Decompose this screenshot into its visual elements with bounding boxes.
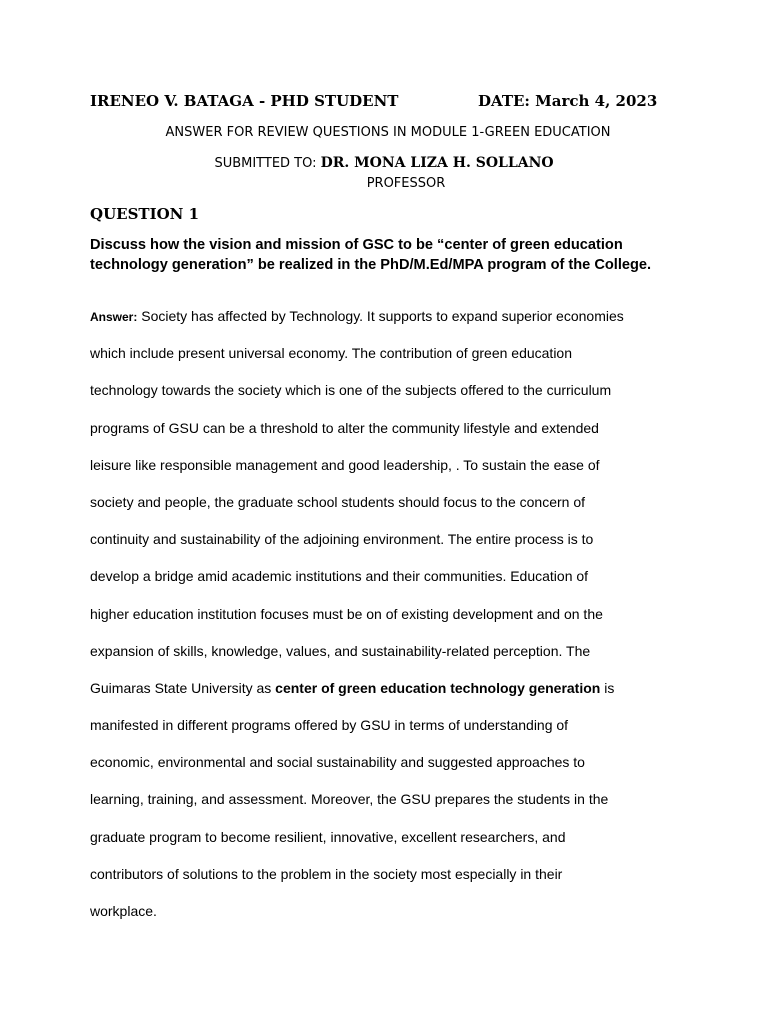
- answer-line: society and people, the graduate school students should focus to the concern of: [90, 493, 585, 510]
- answer-line: workplace.: [90, 903, 157, 919]
- document-subtitle: ANSWER FOR REVIEW QUESTIONS IN MODULE 1-GREEN EDUCATION: [165, 125, 611, 140]
- answer-line: economic, environmental and social sustainability and suggested approaches to: [90, 754, 585, 771]
- answer-line: programs of GSU can be a threshold to alter the community lifestyle and extended: [90, 419, 599, 436]
- answer-line-text: Guimaras State University as: [90, 679, 276, 696]
- question-text: Discuss how the vision and mission of GSC to be “center of green education technology generation” be realized in the PhD/M.Ed/MPA program of the College.: [90, 237, 652, 273]
- answer-line: higher education institution focuses must be on of existing development and on the: [90, 605, 603, 622]
- emphasized-phrase: center of green education technology generation: [275, 679, 601, 696]
- header-row: [90, 92, 658, 116]
- answer-line: which include present universal economy. The contribution of green education: [90, 345, 572, 362]
- answer-line: [90, 304, 690, 341]
- submitted-to-label: SUBMITTED TO:: [214, 156, 321, 171]
- answer-line: leisure like responsible management and good leadership, . To sustain the ease of: [90, 456, 600, 473]
- answer-line: technology towards the society which is one of the subjects offered to the curriculum: [90, 382, 612, 399]
- question-heading: QUESTION 1: [90, 205, 200, 223]
- answer-line: [90, 676, 690, 713]
- answer-line: graduate program to become resilient, innovative, excellent researchers, and: [90, 828, 566, 845]
- answer-body: [90, 304, 690, 936]
- author-name: IRENEO V. BATAGA - PHD STUDENT: [90, 92, 399, 110]
- answer-line-text: is: [600, 679, 615, 696]
- professor-name: DR. MONA LIZA H. SOLLANO: [320, 155, 554, 171]
- answer-label: Answer:: [90, 310, 138, 324]
- answer-line: manifested in different programs offered by GSU in terms of understanding of: [90, 717, 569, 734]
- answer-line: learning, training, and assessment. Moreover, the GSU prepares the students in the: [90, 791, 609, 808]
- answer-line: expansion of skills, knowledge, values, and sustainability-related perception. The: [90, 642, 591, 659]
- answer-line-text: Society has affected by Technology. It supports to expand superior economies: [137, 308, 624, 324]
- answer-line: contributors of solutions to the problem in the society most especially in their: [90, 865, 563, 882]
- answer-line: develop a bridge amid academic institutions and their communities. Education of: [90, 568, 589, 585]
- submitted-to: [0, 155, 768, 171]
- professor-title: PROFESSOR: [366, 176, 446, 191]
- submission-date: DATE: March 4, 2023: [478, 92, 658, 110]
- answer-line: continuity and sustainability of the adjoining environment. The entire process is to: [90, 531, 594, 548]
